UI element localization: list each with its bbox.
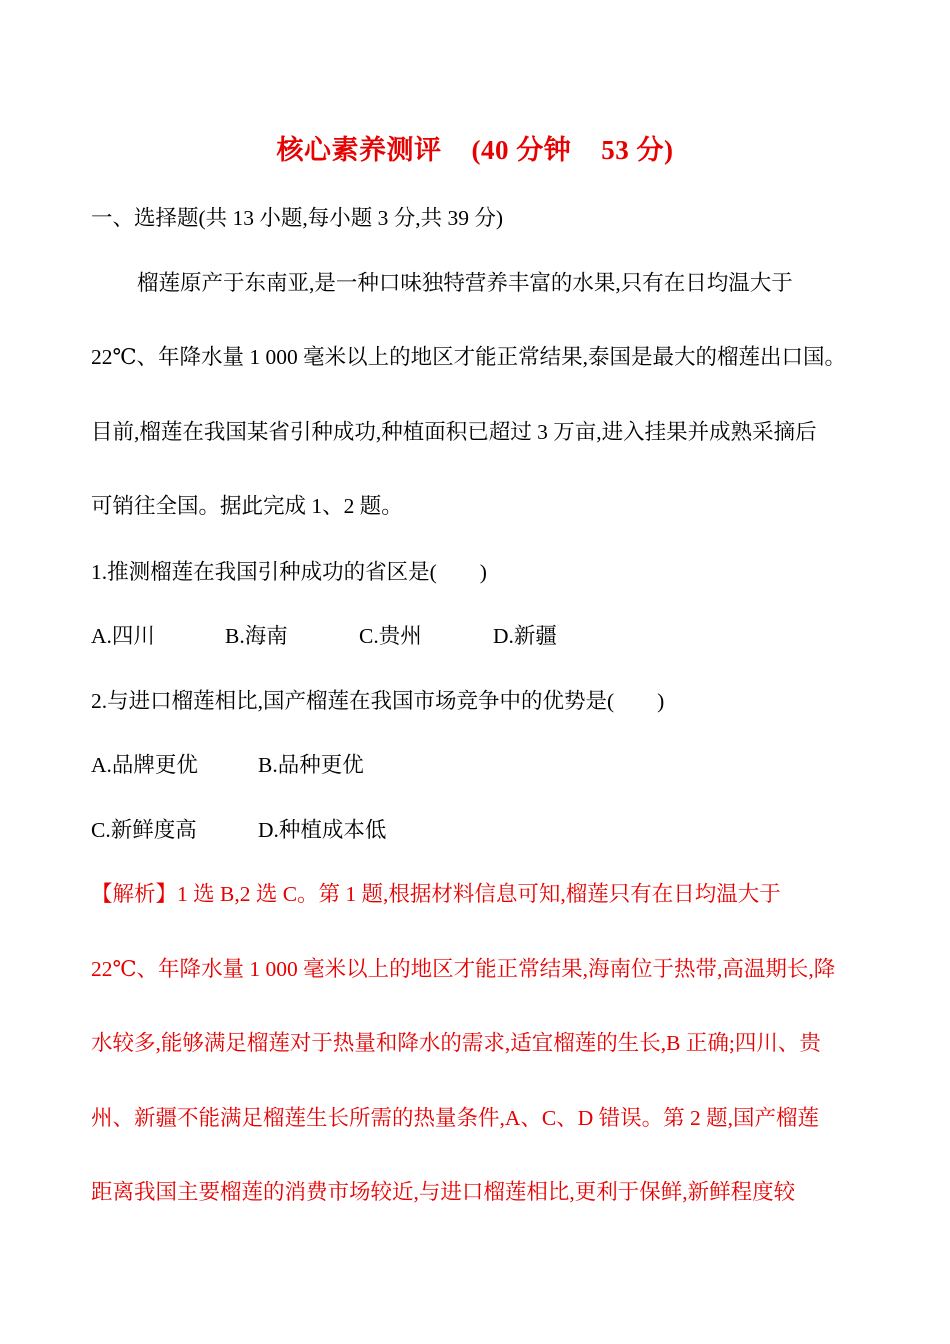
title-time: (40 分钟 xyxy=(471,135,572,165)
question-1-stem: 1.推测榴莲在我国引种成功的省区是( ) xyxy=(91,560,487,584)
analysis-line-4: 州、新疆不能满足榴莲生长所需的热量条件,A、C、D 错误。第 2 题,国产榴莲 xyxy=(91,1106,820,1130)
material-line-2: 22℃、年降水量 1 000 毫米以上的地区才能正常结果,泰国是最大的榴莲出口国。 xyxy=(91,345,847,369)
question-2-stem: 2.与进口榴莲相比,国产榴莲在我国市场竞争中的优势是( ) xyxy=(91,689,665,713)
title-score: 53 分) xyxy=(601,135,674,165)
q2-option-b: B.品种更优 xyxy=(258,753,364,777)
material-line-4: 可销往全国。据此完成 1、2 题。 xyxy=(91,494,403,518)
q1-option-c: C.贵州 xyxy=(359,624,422,648)
analysis-line-2: 22℃、年降水量 1 000 毫米以上的地区才能正常结果,海南位于热带,高温期长,降 xyxy=(91,957,836,981)
analysis-line-1: 【解析】1 选 B,2 选 C。第 1 题,根据材料信息可知,榴莲只有在日均温大于 xyxy=(91,882,781,906)
q2-option-c: C.新鲜度高 xyxy=(91,818,197,842)
material-line-3: 目前,榴莲在我国某省引种成功,种植面积已超过 3 万亩,进入挂果并成熟采摘后 xyxy=(91,420,817,444)
analysis-line-3: 水较多,能够满足榴莲对于热量和降水的需求,适宜榴莲的生长,B 正确;四川、贵 xyxy=(91,1031,821,1055)
material-line-1: 榴莲原产于东南亚,是一种口味独特营养丰富的水果,只有在日均温大于 xyxy=(137,271,793,295)
title-main: 核心素养测评 xyxy=(276,135,442,165)
analysis-line-5: 距离我国主要榴莲的消费市场较近,与进口榴莲相比,更利于保鲜,新鲜程度较 xyxy=(91,1180,796,1204)
section-heading: 一、选择题(共 13 小题,每小题 3 分,共 39 分) xyxy=(91,206,504,230)
q2-option-a: A.品牌更优 xyxy=(91,753,198,777)
q1-option-d: D.新疆 xyxy=(493,624,557,648)
q1-option-b: B.海南 xyxy=(225,624,288,648)
q1-option-a: A.四川 xyxy=(91,624,155,648)
page-title xyxy=(0,128,950,167)
q2-option-d: D.种植成本低 xyxy=(258,818,387,842)
